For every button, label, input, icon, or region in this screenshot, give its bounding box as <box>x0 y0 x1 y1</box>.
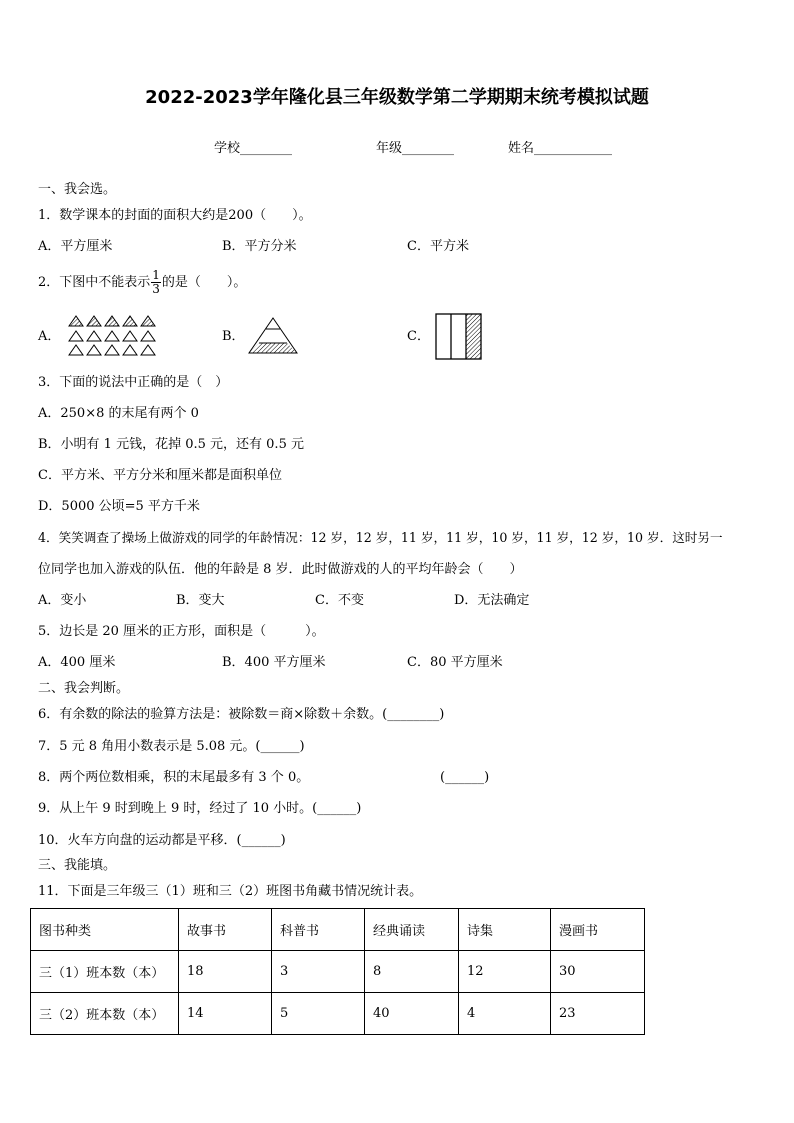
q2-option-b: B． <box>222 329 245 344</box>
question-1: 1．数学课本的封面的面积大约是200（ ）。 <box>38 208 312 223</box>
q1-option-b: B．平方分米 <box>222 239 297 254</box>
table-cell: 三（2）班本数（本） <box>31 993 179 1035</box>
q4-option-c: C．不变 <box>315 593 364 608</box>
question-9: 9．从上午 9 时到晚上 9 时，经过了 10 小时。(______) <box>38 801 362 816</box>
q5-option-b: B．400 平方厘米 <box>222 655 326 670</box>
question-2 <box>38 266 246 300</box>
table-cell: 23 <box>551 993 645 1035</box>
q1-option-a: A．平方厘米 <box>38 239 113 254</box>
one-third-fraction <box>151 269 161 295</box>
q4-option-a: A．变小 <box>38 593 87 608</box>
q3-option-d: D．5000 公顷=5 平方千米 <box>38 499 200 514</box>
name-field: 姓名____________ <box>508 141 613 156</box>
question-7: 7．5 元 8 角用小数表示是 5.08 元。(______) <box>38 739 305 754</box>
question-4-line-1: 4．笑笑调查了操场上做游戏的同学的年龄情况：12 岁，12 岁，11 岁，11 岁，10 岁，11 岁，12 岁，10 岁．这时另一 <box>38 530 723 545</box>
fraction-numerator: 1 <box>152 268 160 283</box>
school-field: 学校________ <box>214 141 293 156</box>
section-heading-judge: 二、我会判断。 <box>38 681 130 696</box>
section-heading-choice: 一、我会选。 <box>38 182 117 197</box>
question-8: 8．两个两位数相乘，积的末尾最多有 3 个 0。 <box>38 770 310 785</box>
table-cell: 8 <box>365 951 459 993</box>
q2-stem-after: 的是（ ）。 <box>161 275 247 290</box>
q5-option-c: C．80 平方厘米 <box>407 655 503 670</box>
q5-option-a: A．400 厘米 <box>38 655 116 670</box>
q4-option-b: B．变大 <box>176 593 225 608</box>
triangle-figure <box>247 316 299 356</box>
table-cell: 30 <box>551 951 645 993</box>
q1-option-c: C．平方米 <box>407 239 469 254</box>
fraction-denominator: 3 <box>152 282 160 296</box>
q3-option-b: B．小明有 1 元钱，花掉 0.5 元，还有 0.5 元 <box>38 437 304 452</box>
table-row <box>31 951 645 993</box>
table-header-cell: 科普书 <box>272 909 365 951</box>
table-header-cell: 图书种类 <box>31 909 179 951</box>
grade-field: 年级________ <box>376 141 455 156</box>
book-stats-table <box>30 908 645 1035</box>
question-10: 10．火车方向盘的运动都是平移．(______) <box>38 833 286 848</box>
question-4-line-2: 位同学也加入游戏的队伍．他的年龄是 8 岁．此时做游戏的人的平均年龄会（ ） <box>38 562 523 577</box>
table-cell: 14 <box>179 993 272 1035</box>
question-6: 6．有余数的除法的验算方法是：被除数＝商×除数＋余数。(________) <box>38 707 445 722</box>
triangles-figure <box>66 313 158 359</box>
q3-option-a: A．250×8 的末尾有两个 0 <box>38 406 199 421</box>
rectangle-figure <box>435 313 483 361</box>
table-header-row <box>31 909 645 951</box>
table-header-cell: 漫画书 <box>551 909 645 951</box>
q2-option-a: A． <box>38 329 61 344</box>
table-header-cell: 诗集 <box>459 909 551 951</box>
q4-option-d: D．无法确定 <box>454 593 530 608</box>
table-cell: 3 <box>272 951 365 993</box>
question-3: 3．下面的说法中正确的是（ ） <box>38 375 229 390</box>
table-cell: 12 <box>459 951 551 993</box>
table-header-cell: 故事书 <box>179 909 272 951</box>
q2-stem-before: 2．下图中不能表示 <box>38 275 151 290</box>
section-heading-fill: 三、我能填。 <box>38 858 117 873</box>
table-row <box>31 993 645 1035</box>
question-11: 11．下面是三年级三（1）班和三（2）班图书角藏书情况统计表。 <box>38 884 423 899</box>
page-title: 2022-2023学年隆化县三年级数学第二学期期末统考模拟试题 <box>145 87 649 108</box>
table-cell: 5 <box>272 993 365 1035</box>
table-cell: 4 <box>459 993 551 1035</box>
table-cell: 40 <box>365 993 459 1035</box>
q3-option-c: C．平方米、平方分米和厘米都是面积单位 <box>38 468 282 483</box>
table-cell: 三（1）班本数（本） <box>31 951 179 993</box>
question-5: 5．边长是 20 厘米的正方形，面积是（ ）。 <box>38 624 325 639</box>
table-header-cell: 经典诵读 <box>365 909 459 951</box>
q2-option-c: C． <box>407 329 430 344</box>
table-cell: 18 <box>179 951 272 993</box>
q8-answer-blank: (______) <box>440 770 490 785</box>
